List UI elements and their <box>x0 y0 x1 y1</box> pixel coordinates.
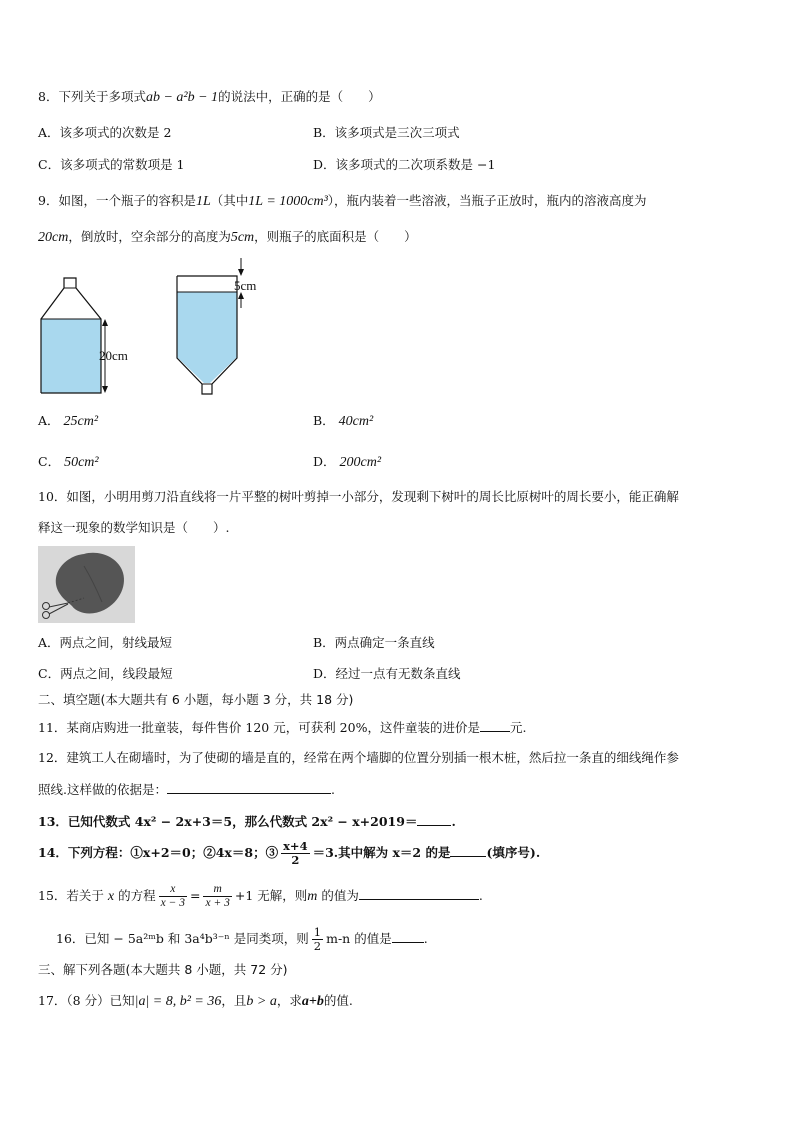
q16-answer-blank[interactable] <box>392 930 424 943</box>
q10-option-d: D．经过一点有无数条直线 <box>313 666 461 681</box>
q13-answer-blank[interactable] <box>417 813 451 826</box>
q10-option-c: C．两点之间，线段最短 <box>38 666 173 681</box>
q15-answer-blank[interactable] <box>359 887 479 900</box>
section-3-heading: 三、解下列各题(本大题共 8 小题，共 72 分) <box>38 962 288 977</box>
q8-option-d: D．该多项式的二次项系数是 −1 <box>313 157 496 172</box>
q9-stem-line2: 20cm，倒放时，空余部分的高度为5cm，则瓶子的底面积是（ ） <box>38 229 417 245</box>
q10-stem-line2: 释这一现象的数学知识是（ ）. <box>38 520 230 535</box>
q10-stem-line1: 10．如图，小明用剪刀沿直线将一片平整的树叶剪掉一小部分，发现剩下树叶的周长比原树叶的周长要小，能正确解 <box>38 489 679 504</box>
q17: 17．（8 分）已知|a| = 8, b² = 36，且b > a，求a+b的值. <box>38 993 353 1009</box>
q12-answer-blank[interactable] <box>167 781 331 794</box>
q10-option-a: A．两点之间，射线最短 <box>38 635 173 650</box>
q9-stem-line1: 9．如图，一个瓶子的容积是1L（其中1L = 1000cm³），瓶内装着一些溶液，当瓶子正放时，瓶内的溶液高度为 <box>38 193 647 209</box>
q15: 15．若关于 x 的方程 $\frac{x}{x - 3}$ = $\frac{m}{x + 3}$ +1 无解，则m 的值为 . <box>38 883 483 909</box>
q16: 16．已知 − 5a²ᵐb 和 3a⁴b³⁻ⁿ 是同类项，则 $\frac{1}{2}$ m-n 的值是 . <box>56 925 428 953</box>
q9-option-c: C． 50cm² <box>38 454 99 470</box>
label-20cm: 20cm <box>99 348 128 363</box>
bottle-liquid <box>41 319 101 393</box>
q12-line2: 照线.这样做的依据是： . <box>38 782 335 797</box>
q14-answer-blank[interactable] <box>450 844 486 857</box>
section-2-heading: 二、填空题(本大题共有 6 小题，每小题 3 分，共 18 分) <box>38 692 354 707</box>
q8-option-c: C．该多项式的常数项是 1 <box>38 157 185 172</box>
q12-line1: 12．建筑工人在砌墙时，为了使砌的墙是直的，经常在两个墙脚的位置分别插一根木桩，然后拉一条直的细线绳作参 <box>38 750 679 765</box>
q13: 13．已知代数式 4x² − 2x+3＝5，那么代数式 2x² − x+2019＝ . <box>38 814 456 829</box>
q11: 11．某商店购进一批童装，每件售价 120 元，可获利 20%，这件童装的进价是 元. <box>38 720 527 735</box>
q8-stem: 8．下列关于多项式ab − a²b − 1的说法中，正确的是（ ） <box>38 89 381 105</box>
label-5cm: 5cm <box>234 278 257 293</box>
q9-option-a: A． 25cm² <box>38 413 99 429</box>
leaf-photo <box>38 546 135 623</box>
q8-option-b: B．该多项式是三次三项式 <box>313 125 460 140</box>
q14: 14．下列方程：①x+2＝0；②4x＝8；③ $\frac{x+4}{2}$ ＝3.其中解为 x＝2 的是 (填序号). <box>38 839 541 867</box>
q11-answer-blank[interactable] <box>480 719 510 732</box>
upright-bottle-figure <box>36 272 146 397</box>
q8-option-a: A．该多项式的次数是 2 <box>38 125 172 140</box>
inverted-bottle-figure <box>172 256 282 396</box>
q9-option-d: D． 200cm² <box>313 454 382 470</box>
q10-option-b: B．两点确定一条直线 <box>313 635 435 650</box>
q9-option-b: B． 40cm² <box>313 413 374 429</box>
